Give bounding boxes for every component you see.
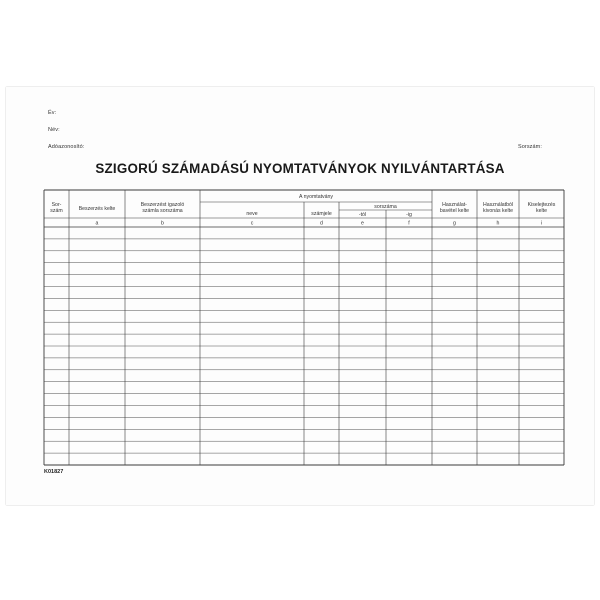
column-letter: e — [361, 220, 364, 227]
column-letter: b — [161, 220, 164, 227]
form-sheet — [6, 87, 594, 505]
column-letter: f — [408, 220, 410, 227]
column-header: Kiselejtezés — [527, 202, 556, 208]
group-header-nyomtatvany: A nyomtatvány — [298, 194, 334, 200]
column-header: -tól — [358, 212, 367, 218]
column-letter: i — [540, 220, 543, 227]
column-header: Sor- — [51, 202, 62, 208]
column-header: -ig — [406, 212, 412, 218]
column-header: kivonás kelte — [483, 208, 513, 214]
column-header: Használat- — [442, 202, 467, 208]
column-letter: a — [95, 220, 99, 227]
column-header: Beszerzés kelte — [78, 206, 116, 212]
column-header: szám — [50, 208, 63, 214]
name-label: Név: — [48, 127, 60, 133]
column-header: neve — [246, 211, 258, 217]
column-header: bavétel kelte — [439, 208, 470, 214]
column-header: kelte — [536, 208, 547, 214]
year-label: Év: — [48, 110, 57, 116]
register-table — [6, 87, 594, 505]
form-title: SZIGORÚ SZÁMADÁSÚ NYOMTATVÁNYOK NYILVÁNTARTÁSA — [95, 161, 505, 176]
subgroup-header-sorszama: sorszáma — [374, 204, 397, 210]
column-letter: c — [250, 220, 254, 227]
column-letter: d — [320, 220, 323, 227]
tax-id-label: Adóazonosító: — [48, 144, 85, 150]
form-code: K01827 — [44, 469, 64, 475]
column-header: Beszerzést igazoló — [140, 202, 185, 208]
column-letter: h — [496, 220, 500, 227]
column-header: számla sorszáma — [142, 208, 183, 214]
column-letter: g — [453, 220, 456, 227]
column-header: Használatból — [483, 202, 513, 208]
column-header: számjele — [311, 211, 332, 217]
serial-number-label: Sorszám: — [517, 144, 542, 150]
